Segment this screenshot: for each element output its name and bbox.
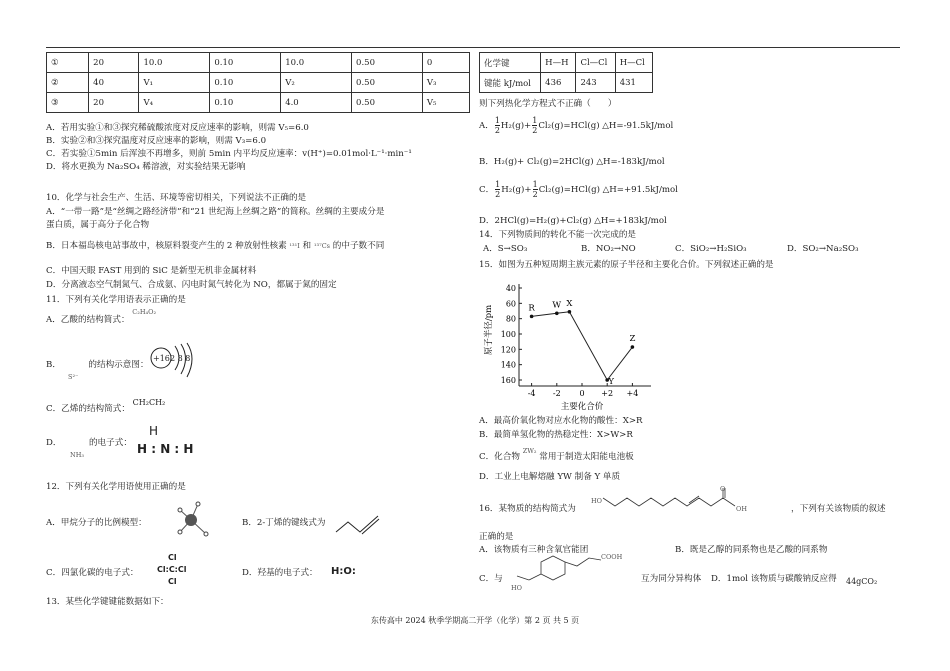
y-tick-label: 60 [505,299,516,309]
q13-option-a [479,116,673,135]
bond-table-cell: 键能 kJ/mol [480,73,541,93]
acetic-acid-formula: C₂H₄O₂ [132,308,157,316]
data-point-w [555,312,559,316]
bond-table-row [480,73,653,93]
iodine-isotope: ¹³¹I [289,242,300,250]
fraction-num: 1 [532,116,538,125]
data-point-x [568,310,572,314]
point-label: R [528,303,535,314]
q13-option-d: D．2HCl(g)=H₂(g)+Cl₂(g) △H=+183kJ/mol [479,216,667,226]
q16-o: O [720,485,726,493]
q15-option-d: D．工业上电解熔融 YW 制备 Y 单质 [479,472,621,482]
q11-option-a [46,308,157,326]
q13-c-rest: Cl₂(g)=HCl(g) △H=+91.5kJ/mol [538,185,678,195]
rate-table-cell: ③ [47,93,89,113]
q11-d-suffix: 的电子式： [88,438,132,448]
q13-a-h2: H₂(g)+ [500,121,532,131]
q10-option-b [46,241,384,252]
zw2-formula: ZW₂ [522,447,537,455]
rate-table-cell: V₃ [422,73,469,93]
q16-option-b: B．既是乙醇的同系物也是乙酸的同系物 [675,545,828,555]
q15-option-c [479,447,634,463]
rate-table-cell: V₄ [139,93,210,113]
rate-table-cell: 0.50 [352,93,423,113]
y-tick-label: 40 [505,284,516,293]
half-fraction [532,116,537,135]
bond-energy-table [479,52,653,93]
fraction-num: 1 [494,116,500,125]
fraction-num: 1 [495,180,501,189]
ethylene-formula: CH₂CH₂ [132,398,166,407]
q14-option-a: A．S→SO₃ [483,244,528,254]
q15-stem: 15．如图为五种短周期主族元素的原子半径和主要化合价。下列叙述正确的是 [479,260,774,270]
q13-a-label: A． [479,121,494,131]
q16-option-c: C．与 [479,574,503,584]
q13-a-rest: Cl₂(g)=HCl(g) △H=-91.5kJ/mol [538,121,674,131]
q16-stem [479,504,576,515]
bond-table-cell: H—H [541,53,576,73]
q16-c-post: 互为同分异构体 [641,574,702,584]
y-tick-label: 160 [500,376,516,385]
q15-option-b: B．最简单氢化物的热稳定性：X>W>R [479,430,633,440]
ammonia-formula: NH₃ [70,451,84,459]
x-axis-label: 主要化合价 [560,402,604,412]
q16-c-cooh: COOH [601,553,623,561]
q13-c-h2: H₂(g)+ [501,185,532,195]
q10-option-a: A．“一带一路”是“丝绸之路经济带”和“21 世纪海上丝绸之路”的简称。丝绸的主要成分是 [46,207,385,217]
point-label: W [552,300,562,311]
rate-table-row [47,73,470,93]
y-tick-label: 140 [500,360,516,370]
electron-shells: 2 8 8 [170,354,191,363]
q12-option-a: A．甲烷分子的比例模型： [46,518,147,528]
ccl4-middle: Cl:C:Cl [157,565,187,574]
rate-table-row [47,93,470,113]
q16-stem-cont: 正确的是 [479,532,514,542]
point-label: Z [629,334,636,345]
q13-c-label: C． [479,185,495,195]
cesium-isotope: ¹³⁷Cs [313,242,331,250]
point-label: Y [608,377,615,387]
point-label: X [566,298,573,309]
x-tick-label: -2 [552,389,561,398]
q9-option-d: D．将水更换为 Na₂SO₄ 稀溶液，对实验结果无影响 [46,162,246,172]
y-tick-label: 80 [505,314,516,324]
series-line [532,312,636,380]
q16-oh: OH [736,505,747,513]
rate-table-cell: 20 [89,53,139,73]
page-footer: 东传高中 2024 秋季学期高二开学（化学）第 2 页 共 5 页 [370,616,580,625]
q16-option-d: D．1mol 该物质与碳酸钠反应得 [711,574,837,584]
q11-stem: 11．下列有关化学用语表示正确的是 [46,295,186,305]
q12-option-d: D．羟基的电子式： [242,568,318,578]
rate-table-cell: 10.0 [281,53,352,73]
sulfide-ion: S²⁻ [68,373,79,381]
q9-option-a: A．若用实验①和③探究稀硫酸浓度对反应速率的影响，则需 V₅=6.0 [46,123,309,133]
rate-table-cell: 10.0 [139,53,210,73]
q16-ho: HO [591,497,602,505]
radius-valence-chart [479,276,659,412]
ammonia-h-top: H [149,424,159,438]
bond-table-cell: 化学键 [480,53,541,73]
rate-table-cell: 40 [89,73,139,93]
atomic-structure-diagram-icon [150,344,196,384]
rate-table-cell: 4.0 [281,93,352,113]
q11-option-b [46,360,149,371]
data-point-r [530,315,534,319]
q15-option-a: A．最高价氧化物对应水化物的酸性：X>R [479,416,643,426]
rate-table-cell: 0.50 [352,53,423,73]
bond-table-row [480,53,653,73]
q15-c-post: 常用于制造太阳能电池板 [539,452,634,462]
rate-table-cell: 0.10 [210,93,281,113]
rate-table-cell: 0.10 [210,53,281,73]
q9-option-c: C．若实验①5min 后浑浊不再增多，则前 5min 内平均反应速率：v(H⁺)=0.01mol·L⁻¹·min⁻¹ [46,149,412,159]
rate-table-cell: 0 [422,53,469,73]
q13-stem: 13．某些化学键键能数据如下： [46,597,169,607]
fraction-num: 1 [532,180,538,189]
rate-table-cell: V₁ [139,73,210,93]
rate-table-cell: 20 [89,93,139,113]
q11-option-d [46,438,132,449]
q11-b-suffix: 的结构示意图： [88,360,149,370]
bond-table-cell: 436 [541,73,576,93]
rate-table-cell: 0.10 [210,73,281,93]
fraction-den: 2 [495,190,501,199]
q11-option-c [46,398,166,415]
q16-d-tail: 44gCO₂ [846,577,878,586]
data-point-z [631,345,635,349]
bond-table-cell: H—Cl [615,53,652,73]
q10-option-a-cont: 蛋白质，属于高分子化合物 [46,220,150,230]
q14-option-b: B．NO₂→NO [581,244,636,254]
q15-c-pre: C．化合物 [479,452,520,462]
x-tick-label: 0 [579,389,585,398]
half-fraction [495,180,500,199]
half-fraction [533,180,538,199]
left-column [46,52,470,607]
ammonia-electron-formula: H : N : H [137,442,194,456]
q10-option-d: D．分离液态空气制氮气、合成氨、闪电时氮气转化为 NO，都属于氮的固定 [46,280,337,290]
q12-option-b: B．2-丁烯的键线式为 [242,518,326,528]
q13-option-b: B．H₂(g)+ Cl₂(g)=2HCl(g) △H=-183kJ/mol [479,157,665,167]
fraction-den: 2 [494,126,500,135]
sulfur-nucleus: +16 [153,354,170,363]
q14-stem: 14．下列物质间的转化不能一次完成的是 [479,230,637,240]
q10-b-and: 和 [302,241,312,251]
q12-option-c: C．四氯化碳的电子式： [46,568,139,578]
q11-b-label: B． [46,360,61,370]
q10-b-post: 的中子数不同 [332,241,385,251]
ccl4-bottom: Cl [168,577,177,586]
fraction-den: 2 [532,126,538,135]
q12-stem: 12．下列有关化学用语使用正确的是 [46,482,186,492]
bond-table-cell: 243 [576,73,615,93]
rate-table-cell: ① [47,53,89,73]
half-fraction [495,116,500,135]
ccl4-top: Cl [168,553,177,562]
q16-option-a: A．该物质有三种含氧官能团 [479,545,589,555]
q9-option-b: B．实验②和③探究温度对反应速率的影响，则需 V₃=6.0 [46,136,267,146]
top-rule [46,47,900,48]
rate-table [46,52,470,113]
bond-table-cell: 431 [615,73,652,93]
q13-option-c [479,180,678,199]
rate-table-cell: V₂ [281,73,352,93]
q16-stem-pre: 16．某物质的结构简式为 [479,504,576,514]
y-tick-label: 120 [500,345,516,355]
rate-table-cell: ② [47,73,89,93]
q10-option-c: C．中国天眼 FAST 用到的 SiC 是新型无机非金属材料 [46,266,257,276]
bond-table-cell: Cl—Cl [576,53,615,73]
y-tick-label: 100 [500,330,516,339]
q11-c-text: C．乙烯的结构简式： [46,404,130,414]
x-tick-label: +4 [626,389,639,398]
rate-table-cell: 0.50 [352,73,423,93]
rate-table-cell: V₅ [422,93,469,113]
q11-d-label: D． [46,438,62,448]
q10-b-text: B．日本福岛核电站事故中，核原料裂变产生的 2 种放射性核素 [46,241,287,251]
y-axis-label: 原子半径/pm [484,304,494,356]
x-tick-label: -4 [527,389,536,398]
q14-option-d: D．SO₂→Na₂SO₃ [787,244,859,254]
rate-table-row [47,53,470,73]
q11-a-text: A．乙酸的结构简式： [46,315,130,325]
hydroxyl-electron-formula: H:O: [331,566,356,577]
q13-question: 则下列热化学方程式不正确（ ） [479,99,617,109]
q16-c-ho: HO [511,584,522,592]
methane-model-icon [176,500,220,540]
butene-skeletal-icon [332,510,382,538]
q16-stem-post: ，下列有关该物质的叙述 [791,504,886,514]
q10-stem: 10．化学与社会生产、生活、环境等密切相关，下列说法不正确的是 [46,193,307,203]
fraction-den: 2 [532,190,538,199]
q14-option-c: C．SiO₂→H₂SiO₃ [675,244,747,254]
x-tick-label: +2 [601,389,614,398]
